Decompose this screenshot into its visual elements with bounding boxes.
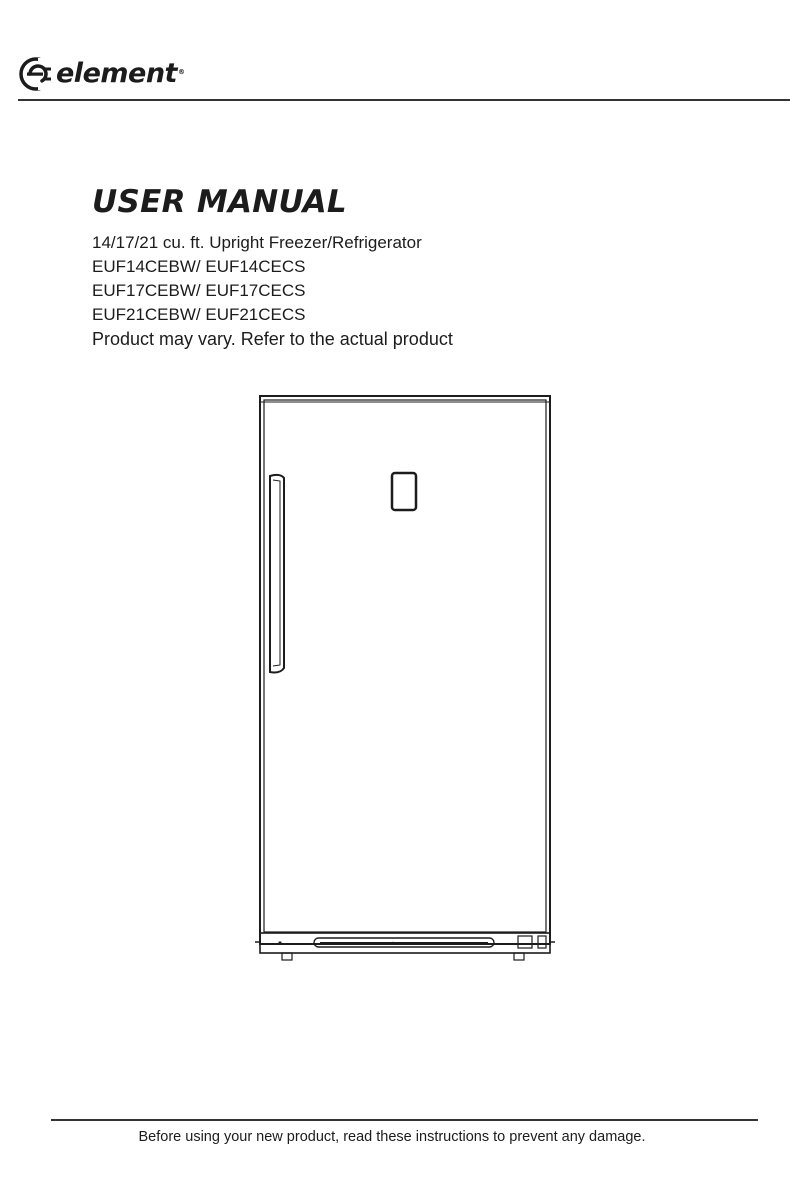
cabinet-outline: [260, 396, 550, 944]
model-line: EUF17CEBW/ EUF17CECS: [92, 281, 306, 300]
registered-mark: ®: [177, 68, 185, 76]
brand-logo: [18, 54, 184, 94]
door-handle: [270, 475, 284, 673]
door-outline: [264, 400, 546, 932]
brand-name: element®: [56, 58, 185, 89]
product-description: [92, 231, 453, 351]
upright-freezer-illustration: [250, 388, 560, 968]
document-title: USER MANUAL: [92, 184, 347, 220]
product-disclaimer-line: Product may vary. Refer to the actual product: [92, 329, 453, 349]
header-divider: [18, 99, 790, 101]
left-foot: [282, 953, 292, 960]
model-line: EUF21CEBW/ EUF21CECS: [92, 305, 306, 324]
footer-divider: [51, 1119, 758, 1121]
control-display: [392, 473, 416, 510]
footer-notice: Before using your new product, read these instructions to prevent any damage.: [138, 1129, 646, 1145]
right-foot: [514, 953, 524, 960]
product-type-line: 14/17/21 cu. ft. Upright Freezer/Refrigerator: [92, 233, 422, 252]
model-line: EUF14CEBW/ EUF14CECS: [92, 257, 306, 276]
element-logo-icon: [18, 54, 54, 94]
